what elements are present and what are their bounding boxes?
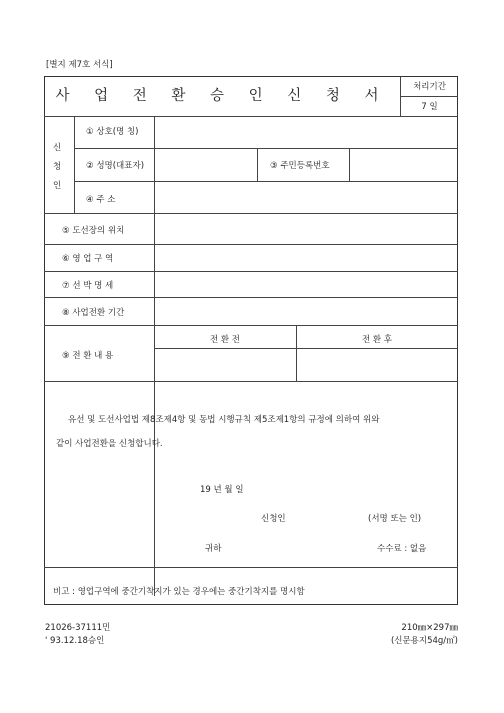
conversion-content-label: ⑨ 전 환 내 용 — [62, 351, 114, 361]
business-name-field[interactable] — [158, 119, 454, 141]
row-divider-4 — [44, 244, 458, 245]
recipient-label: 귀하 — [205, 544, 222, 554]
statement-line-1: 유선 및 도선사업법 제8조제4항 및 동법 시행규칙 제5조제1항의 규정에 의하여 위와 — [68, 415, 380, 425]
representative-name-label: ② 성명(대표자) — [86, 161, 145, 171]
after-conversion-header: 전 환 후 — [361, 335, 393, 345]
processing-period-label: 처리기간 — [413, 82, 446, 92]
row-divider-5 — [44, 271, 458, 272]
date-line: 19 년 월 일 — [200, 485, 244, 495]
paper-size: 210㎜×297㎜ — [401, 623, 458, 633]
processing-divider — [401, 96, 458, 97]
ship-details-field[interactable] — [158, 274, 454, 294]
paper-type: (신문용지54g/㎡) — [390, 636, 458, 646]
resident-divider-right — [349, 148, 350, 181]
processing-period-value: 7 일 — [421, 102, 438, 112]
after-conversion-field[interactable] — [300, 351, 454, 378]
business-area-label: ⑥ 영 업 구 역 — [62, 254, 114, 264]
applicant-side-label-3: 인 — [53, 181, 62, 191]
before-conversion-header: 전 환 전 — [209, 335, 241, 345]
address-field[interactable] — [158, 184, 454, 210]
title-bottom-border — [44, 116, 458, 117]
signature-label: 신청인 — [261, 514, 286, 524]
signature-note: (서명 또는 인) — [368, 514, 422, 524]
row-divider-2 — [74, 181, 458, 182]
form-code: 21026-37111민 — [45, 623, 111, 633]
conversion-period-field[interactable] — [158, 300, 454, 322]
form-title: 사 업 전 환 승 인 신 청 서 — [55, 88, 389, 104]
approval-date: ' 93.12.18승인 — [45, 636, 105, 646]
dock-location-field[interactable] — [158, 216, 454, 242]
row-divider-1 — [74, 148, 458, 149]
ship-details-label: ⑦ 선 박 명 세 — [62, 281, 114, 291]
applicant-side-label-1: 신 — [53, 143, 62, 153]
signature-field[interactable] — [300, 507, 360, 523]
form-number-label: [별지 제7호 서식] — [46, 60, 113, 70]
dock-location-label: ⑤ 도선장의 위치 — [62, 226, 125, 236]
conversion-period-label: ⑧ 사업전환 기간 — [62, 308, 125, 318]
applicant-side-label-2: 청 — [53, 162, 62, 172]
resident-divider-left — [257, 148, 258, 181]
resident-number-label: ③ 주민등록번호 — [270, 161, 330, 171]
address-label: ④ 주 소 — [86, 195, 116, 205]
header-underline — [154, 348, 458, 349]
representative-name-field[interactable] — [158, 151, 254, 179]
remark-divider — [44, 567, 458, 568]
remark-text: 비고 : 영업구역에 중간기착지가 있는 경우에는 중간기착지를 명시함 — [53, 587, 305, 597]
before-conversion-field[interactable] — [158, 351, 292, 378]
row-divider-6 — [44, 297, 458, 298]
business-name-label: ① 상호(명 칭) — [86, 127, 139, 137]
statement-line-2: 같이 사업전환을 신청합니다. — [56, 439, 163, 449]
row-divider-8 — [44, 381, 458, 382]
business-area-field[interactable] — [158, 247, 454, 269]
row-divider-7 — [44, 325, 458, 326]
resident-number-field[interactable] — [352, 151, 454, 179]
fee-label: 수수료 : 없음 — [377, 544, 427, 554]
row-divider-3 — [44, 213, 458, 214]
label-column-divider — [154, 116, 155, 596]
applicant-side-divider — [74, 116, 75, 213]
